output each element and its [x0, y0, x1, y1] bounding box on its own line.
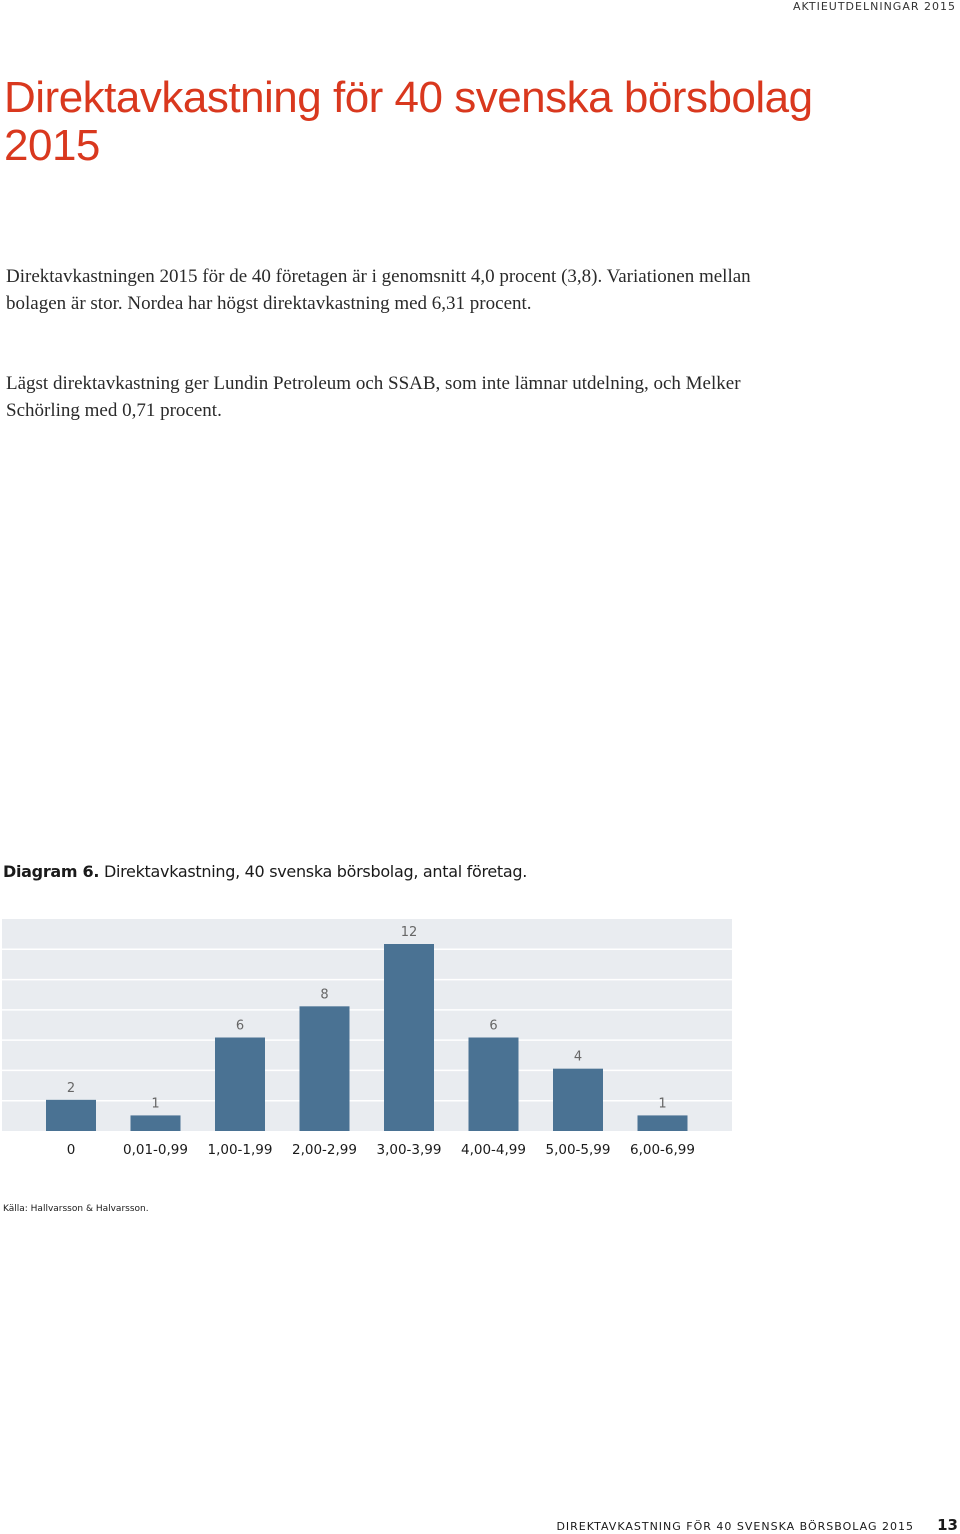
bar-3	[300, 1006, 350, 1131]
x-tick-label-2: 1,00-1,99	[207, 1142, 273, 1158]
intro-paragraph: Direktavkastningen 2015 för de 40 företagen är i genomsnitt 4,0 procent (3,8). Variationen mellan bolagen är stor. Nordea har högst direktavkastning med 6,31 procent.	[6, 266, 751, 314]
data-label-1: 1	[151, 1096, 160, 1112]
bar-1	[131, 1115, 181, 1131]
data-label-6: 4	[573, 1049, 583, 1065]
x-tick-label-4: 3,00-3,99	[376, 1142, 442, 1158]
page-title: Direktavkastning för 40 svenska börsbolag 2015	[4, 73, 813, 170]
x-tick-label-3: 2,00-2,99	[292, 1142, 357, 1158]
data-label-0: 2	[66, 1080, 76, 1096]
data-label-7: 1	[658, 1096, 667, 1112]
bar-chart	[0, 916, 740, 1181]
bar-0	[46, 1100, 96, 1131]
data-label-5: 6	[489, 1018, 498, 1034]
x-tick-label-7: 6,00-6,99	[630, 1142, 695, 1158]
bar-5	[469, 1038, 519, 1132]
source-note: Källa: Hallvarsson & Halvarsson.	[3, 1204, 149, 1214]
running-header: AKTIEUTDELNINGAR 2015	[792, 0, 956, 13]
page-number: 13	[937, 1516, 958, 1534]
caption-text: Direktavkastning, 40 svenska börsbolag, antal företag.	[99, 862, 528, 881]
bar-6	[553, 1069, 603, 1131]
plot-background	[2, 919, 732, 1131]
x-tick-label-1: 0,01-0,99	[123, 1142, 188, 1158]
x-tick-label-6: 5,00-5,99	[545, 1142, 611, 1158]
bar-2	[215, 1038, 265, 1132]
x-tick-label-0: 0	[66, 1142, 76, 1158]
bar-4	[384, 944, 434, 1131]
data-label-4: 12	[400, 925, 418, 940]
caption-label: Diagram 6.	[3, 862, 100, 881]
x-tick-label-5: 4,00-4,99	[461, 1142, 526, 1158]
footer-title: DIREKTAVKASTNING FÖR 40 SVENSKA BÖRSBOLAG 2015	[556, 1520, 914, 1533]
data-label-3: 8	[320, 987, 329, 1003]
lowest-yield-paragraph: Lägst direktavkastning ger Lundin Petroleum och SSAB, som inte lämnar utdelning, och Melker Schörling med 0,71 procent.	[6, 373, 741, 421]
data-label-2: 6	[235, 1018, 245, 1034]
chart-caption	[3, 862, 527, 881]
bar-7	[638, 1115, 688, 1131]
